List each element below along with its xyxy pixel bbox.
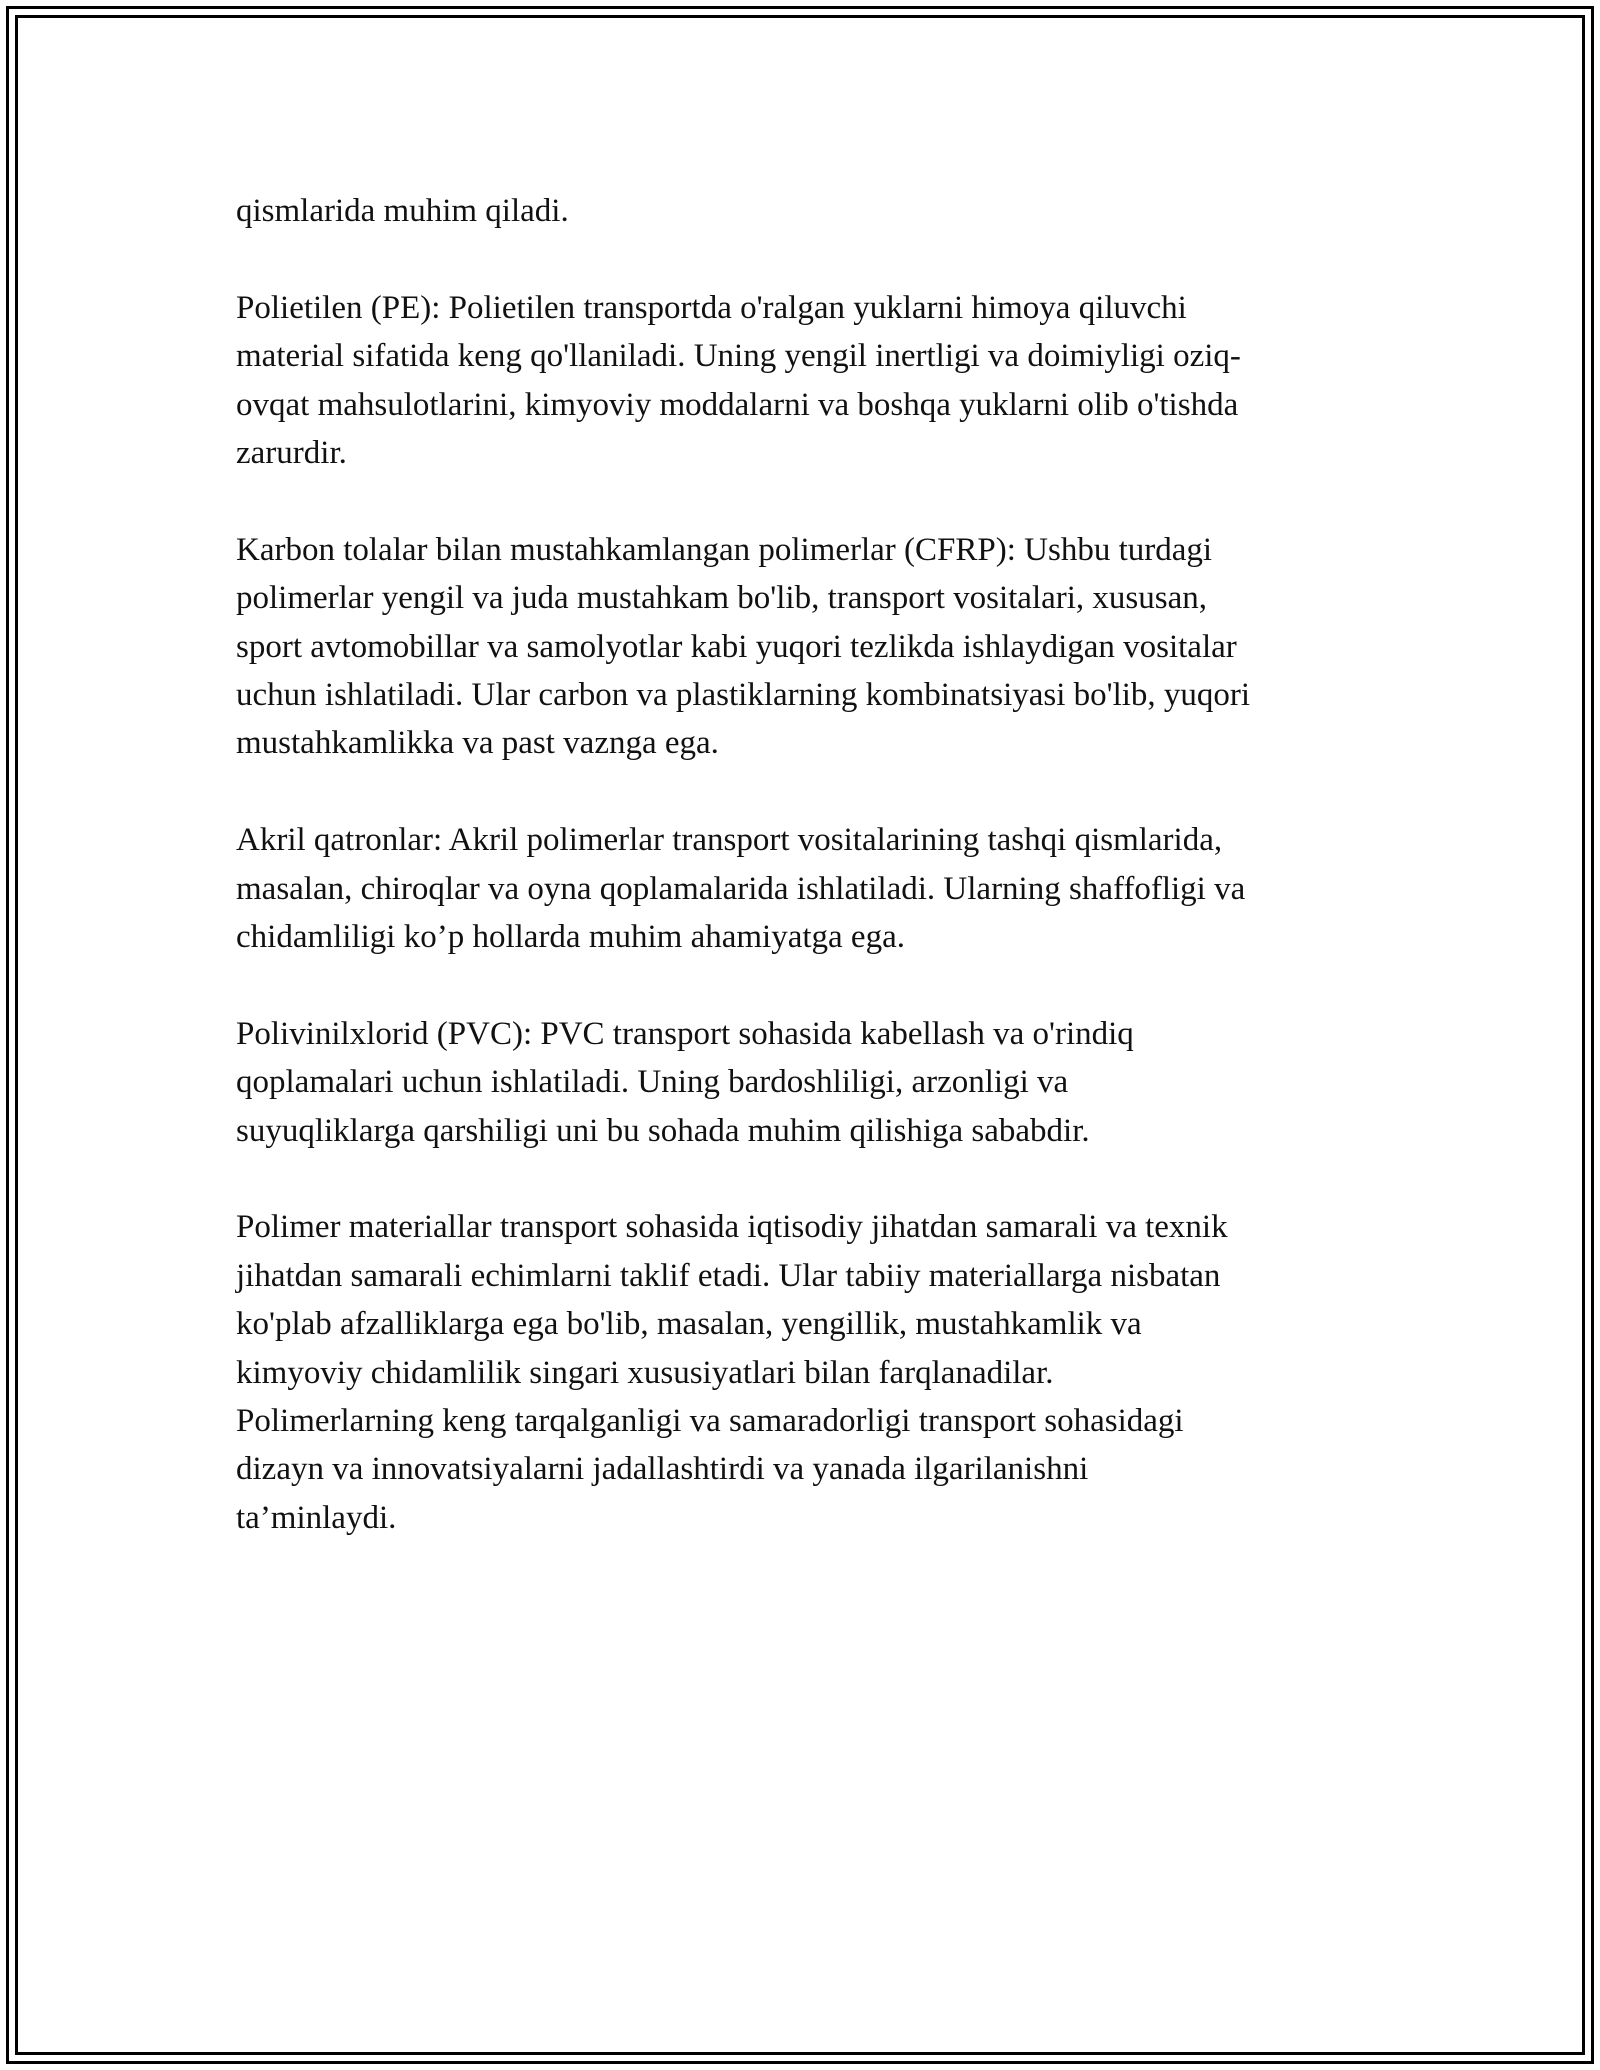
document-body bbox=[236, 187, 1416, 1591]
text-line: ta’minlaydi. bbox=[236, 1499, 397, 1536]
text-line: chidamliligi ko’p hollarda muhim ahamiyatga ega. bbox=[236, 919, 905, 956]
text-line: mustahkamlikka va past vaznga ega. bbox=[236, 725, 719, 762]
text-line: Polivinilxlorid (PVC): PVC transport sohasida kabellash va o'rindiq bbox=[236, 1015, 1134, 1052]
text-line: Polietilen (PE): Polietilen transportda o'ralgan yuklarni himoya qiluvchi bbox=[236, 289, 1187, 326]
paragraph-pvc bbox=[236, 1010, 1416, 1155]
text-line: masalan, chiroqlar va oyna qoplamalarida ishlatiladi. Ularning shaffofligi va bbox=[236, 870, 1246, 907]
text-line: Polimer materiallar transport sohasida iqtisodiy jihatdan samarali va texnik bbox=[236, 1209, 1228, 1246]
text-line: sport avtomobillar va samolyotlar kabi yuqori tezlikda ishlaydigan vositalar bbox=[236, 628, 1237, 665]
text-line: dizayn va innovatsiyalarni jadallashtirdi va yanada ilgarilanishni bbox=[236, 1451, 1089, 1488]
text-line: Karbon tolalar bilan mustahkamlangan polimerlar (CFRP): Ushbu turdagi bbox=[236, 531, 1213, 568]
text-line: uchun ishlatiladi. Ular carbon va plastiklarning kombinatsiyasi bo'lib, yuqori bbox=[236, 677, 1251, 714]
text-line: Polimerlarning keng tarqalganligi va samaradorligi transport sohasidagi bbox=[236, 1403, 1184, 1440]
text-line: Akril qatronlar: Akril polimerlar transport vositalarining tashqi qismlarida, bbox=[236, 822, 1223, 859]
text-line: kimyoviy chidamlilik singari xususiyatlari bilan farqlanadilar. bbox=[236, 1354, 1054, 1391]
text-line: suyuqliklarga qarshiligi uni bu sohada muhim qilishiga sababdir. bbox=[236, 1112, 1090, 1149]
paragraph-acrylic bbox=[236, 816, 1416, 961]
text-line: qoplamalari uchun ishlatiladi. Uning bardoshliligi, arzonligi va bbox=[236, 1064, 1069, 1101]
text-line: zarurdir. bbox=[236, 435, 347, 472]
paragraph-cfrp bbox=[236, 526, 1416, 768]
paragraph-polyethylene bbox=[236, 284, 1416, 478]
paragraph-continuation bbox=[236, 187, 1416, 235]
text-line: material sifatida keng qo'llaniladi. Uning yengil inertligi va doimiyligi oziq- bbox=[236, 338, 1241, 375]
text-line: qismlarida muhim qiladi. bbox=[236, 193, 569, 229]
text-line: ovqat mahsulotlarini, kimyoviy moddalarni va boshqa yuklarni olib o'tishda bbox=[236, 386, 1239, 423]
text-line: polimerlar yengil va juda mustahkam bo'lib, transport vositalari, xususan, bbox=[236, 580, 1208, 617]
text-line: ko'plab afzalliklarga ega bo'lib, masalan, yengillik, mustahkamlik va bbox=[236, 1306, 1142, 1343]
paragraph-conclusion bbox=[236, 1203, 1416, 1542]
text-line: jihatdan samarali echimlarni taklif etadi. Ular tabiiy materiallarga nisbatan bbox=[236, 1257, 1221, 1294]
